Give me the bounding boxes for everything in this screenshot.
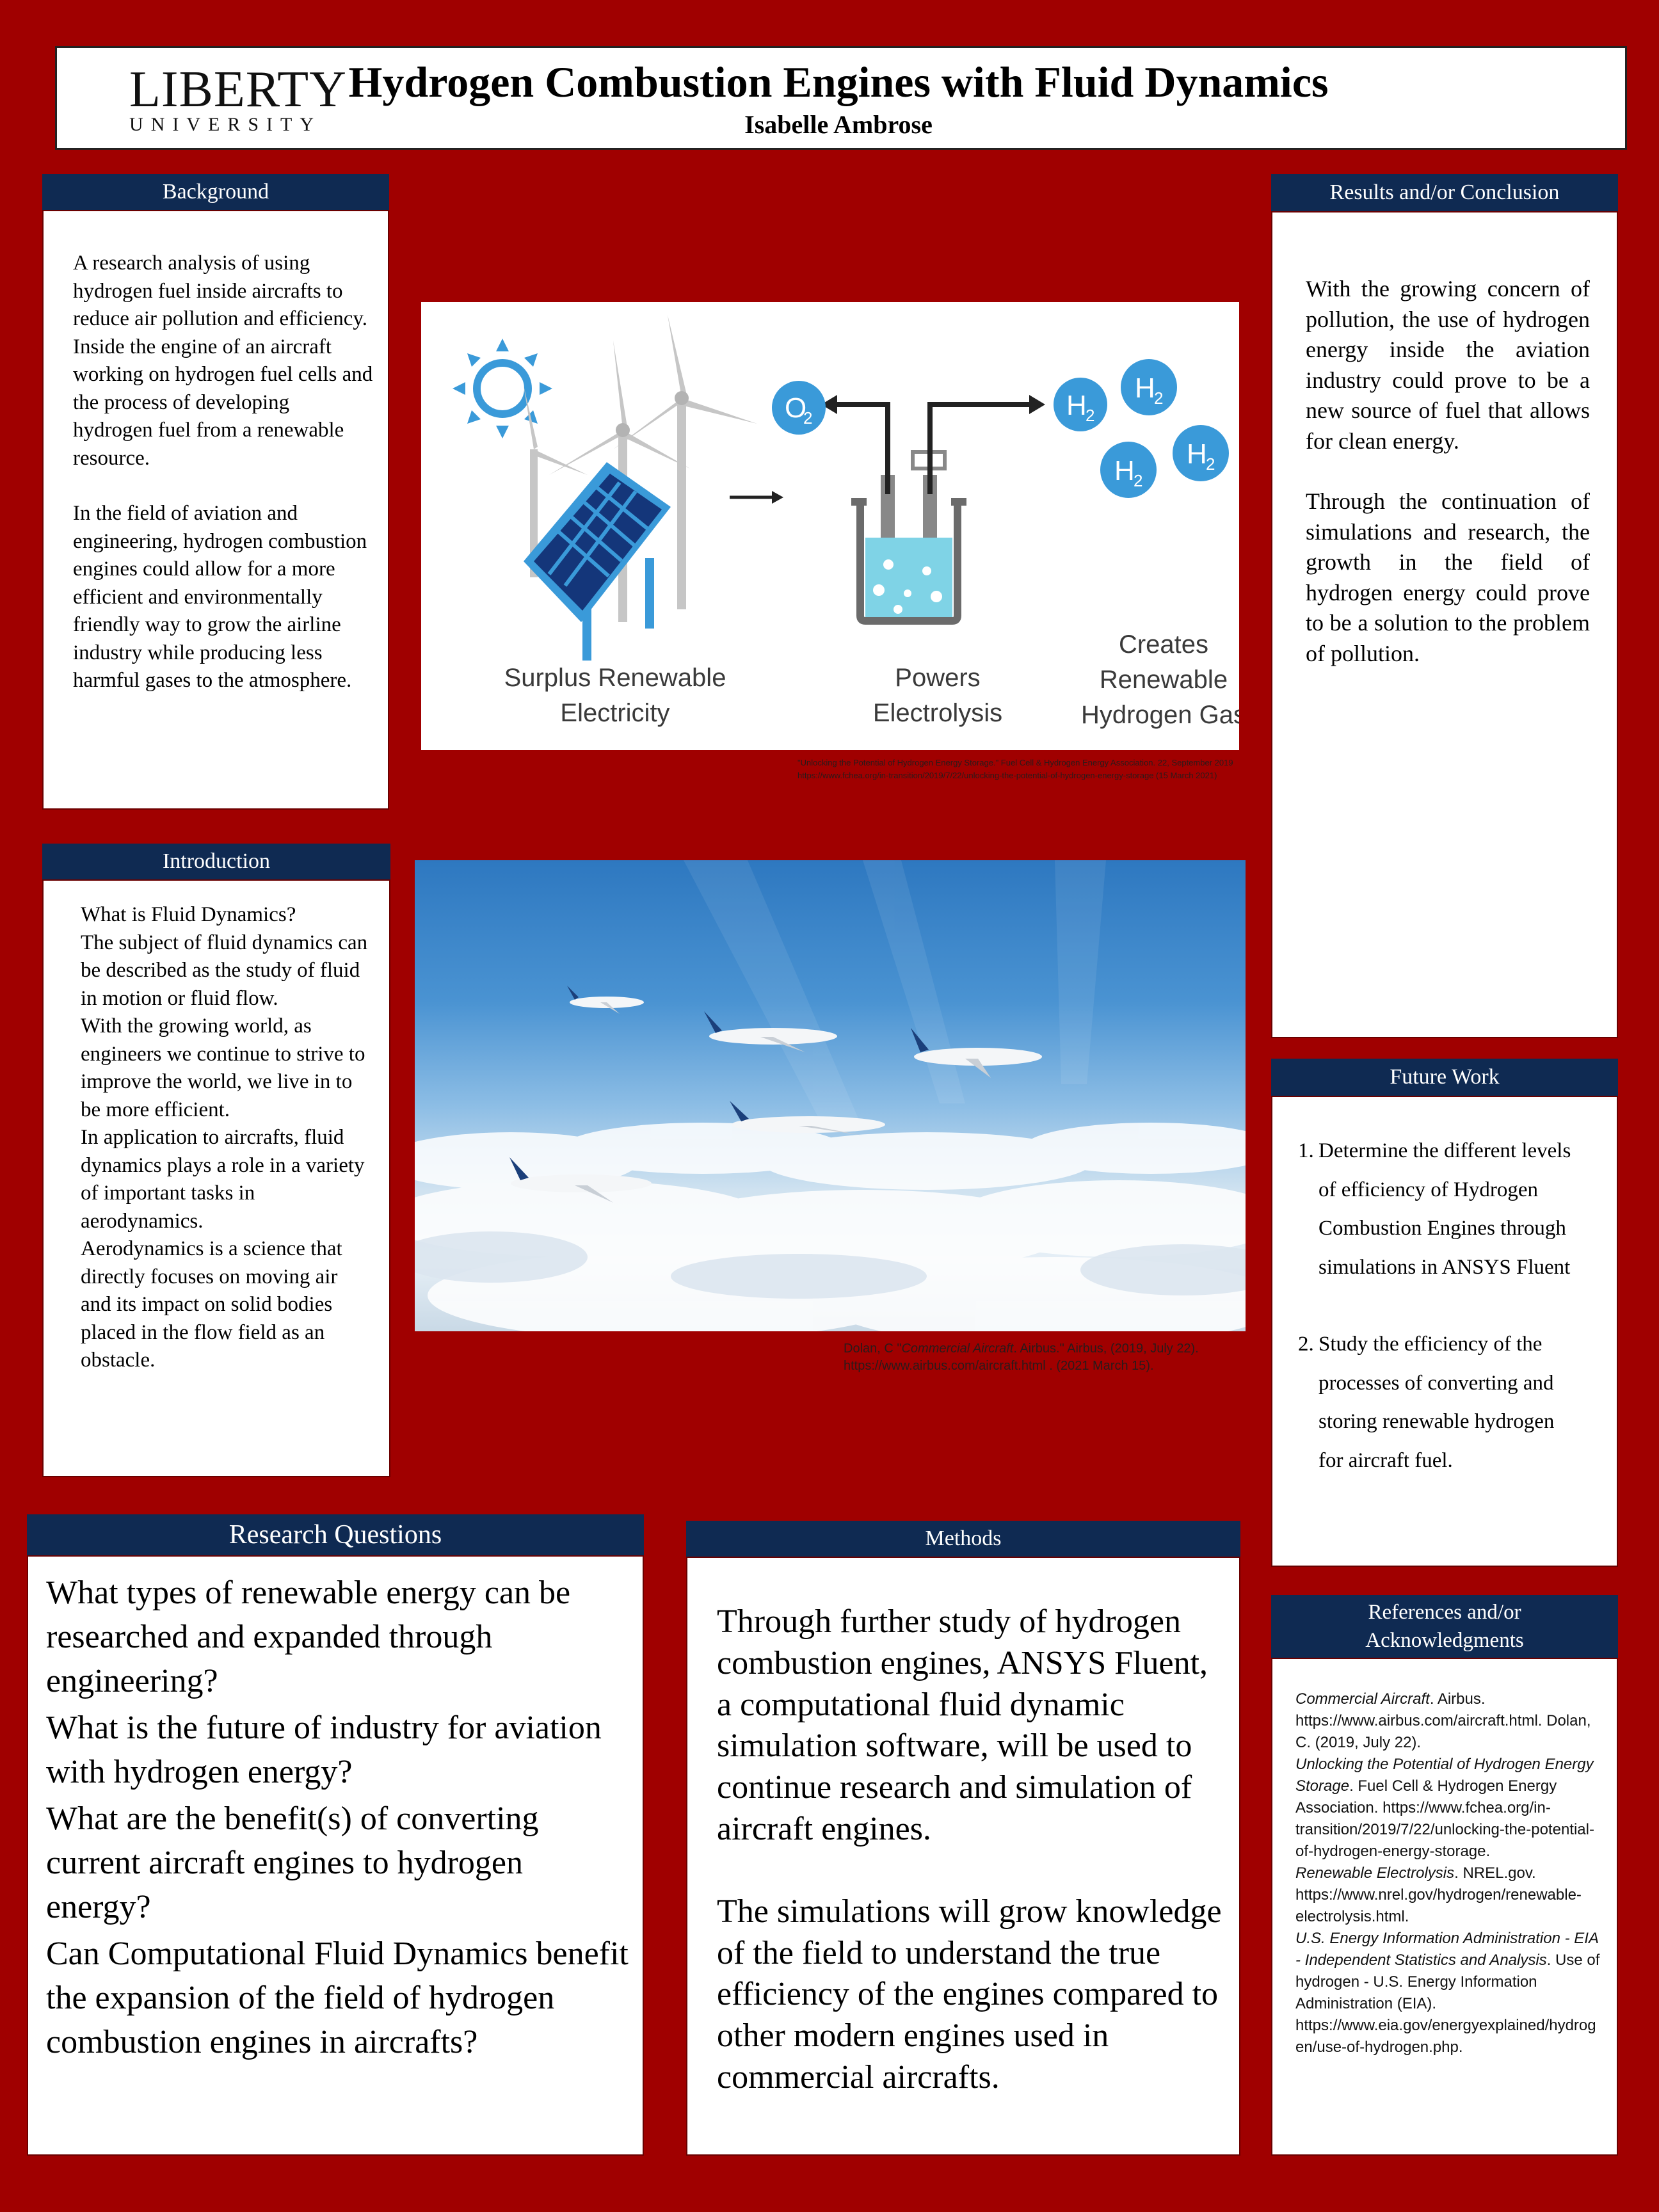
future-work-item	[1298, 1132, 1605, 1286]
photo-caption-line	[844, 1340, 1246, 1358]
background-panel	[42, 210, 389, 810]
oxygen-molecule-icon	[772, 381, 826, 435]
reference-entry	[1295, 1688, 1600, 1754]
sun-icon	[453, 339, 552, 438]
background-heading: Background	[42, 174, 389, 210]
hydrogen-molecule-icon	[1100, 442, 1157, 498]
photo-caption-url: https://www.airbus.com/aircraft.html . (2021 March 15).	[844, 1359, 1154, 1373]
results-heading: Results and/or Conclusion	[1271, 174, 1618, 211]
research-question: Can Computational Fluid Dynamics benefit the expansion of the field of hydrogen combustion engines in aircrafts?	[46, 1936, 629, 2060]
aircraft-icon	[730, 1101, 885, 1135]
diagram-caption: "Unlocking the Potential of Hydrogen Energy Storage." Fuel Cell & Hydrogen Energy Association. 22, September 2019 https://www.fchea.org/in-transition/2019/7/22/unlocking-the-potential-of-hydrogen-energy-storage (15 March 2021)	[797, 758, 1233, 780]
solar-panel-icon	[524, 462, 671, 661]
h2-subscript: 2	[1134, 471, 1143, 490]
research-questions-heading: Research Questions	[27, 1514, 644, 1555]
h2-label: H	[1066, 390, 1087, 421]
reference-entry	[1295, 1754, 1600, 1863]
results-text	[1306, 274, 1590, 669]
reference-title: Commercial Aircraft	[1295, 1690, 1430, 1708]
h2-subscript: 2	[1154, 389, 1164, 408]
introduction-line: In application to aircrafts, fluid dynamics plays a role in a variety of important tasks in aerodynamics.	[81, 1126, 365, 1233]
cloud-layer	[415, 1123, 1246, 1331]
reference-title: Renewable Electrolysis	[1295, 1864, 1455, 1882]
o2-label: O	[785, 392, 807, 424]
research-question: What are the benefit(s) of converting current aircraft engines to hydrogen energy?	[46, 1800, 539, 1925]
background-paragraph: In the field of aviation and engineering, hydrogen combustion engines could allow for a more efficient and environmentally friendly way to grow the airline industry while producing less harmful gases to the atmosphere.	[73, 502, 367, 692]
logo-sub-text: UNIVERSITY	[129, 114, 321, 135]
introduction-heading: Introduction	[42, 844, 390, 879]
research-question: What is the future of industry for aviation with hydrogen energy?	[46, 1710, 602, 1790]
introduction-panel	[42, 879, 390, 1477]
methods-heading: Methods	[686, 1521, 1240, 1557]
diagram-label: Powers	[895, 664, 981, 692]
diagram-label: Creates	[1118, 630, 1209, 659]
future-work-heading: Future Work	[1271, 1059, 1618, 1096]
results-panel	[1271, 211, 1618, 1038]
future-work-text: Determine the different levels of efficiency of Hydrogen Combustion Engines through simulations in ANSYS Fluent	[1318, 1139, 1571, 1279]
references-heading-line: Acknowledgments	[1365, 1629, 1524, 1652]
electrolysis-beaker-icon	[821, 395, 1045, 621]
background-text	[73, 250, 374, 695]
reference-details: . NREL.gov. https://www.nrel.gov/hydrogen/renewable-electrolysis.html.	[1295, 1864, 1582, 1925]
diagram-label: Electricity	[560, 699, 670, 727]
results-paragraph: Through the continuation of simulations and research, the growth in the field of hydrogen energy could prove to be a solution to the problem of pollution.	[1306, 488, 1590, 666]
electrolysis-diagram	[421, 302, 1239, 750]
reference-details: . Fuel Cell & Hydrogen Energy Association. https://www.fchea.org/in-transition/2019/7/22/unlocking-the-potential-of-hydrogen-energy-storage.	[1295, 1777, 1594, 1860]
reference-title: U.S. Energy Information Administration - EIA - Independent Statistics and Analysis	[1295, 1930, 1599, 1969]
o2-subscript: 2	[803, 408, 813, 428]
diagram-label: Renewable	[1099, 666, 1228, 694]
poster-author: Isabelle Ambrose	[744, 110, 933, 139]
introduction-line: Aerodynamics is a science that directly focuses on moving air and its impact on solid bodies placed in the flow field as an obstacle.	[81, 1237, 342, 1372]
research-question: What types of renewable energy can be researched and expanded through engineering?	[46, 1575, 571, 1699]
references-list	[1295, 1688, 1600, 2058]
methods-text	[717, 1601, 1229, 2099]
hydrogen-molecule-icon	[1054, 378, 1107, 431]
introduction-line: What is Fluid Dynamics?	[81, 903, 296, 926]
references-panel	[1271, 1658, 1618, 2156]
photo-caption-rest: . Airbus." Airbus, (2019, July 22).	[1013, 1342, 1199, 1356]
reference-entry	[1295, 1928, 1600, 2058]
diagram-label: Hydrogen Gas	[1081, 701, 1239, 729]
reference-title: Unlocking the Potential of Hydrogen Energy Storage	[1295, 1756, 1594, 1795]
methods-paragraph: The simulations will grow knowledge of the field to understand the true efficiency of the engines compared to other modern engines used in commercial aircrafts.	[717, 1893, 1222, 2096]
research-questions-panel	[27, 1555, 644, 2156]
h2-label: H	[1135, 373, 1155, 404]
logo-main-text: LIBERTY	[129, 61, 347, 118]
future-work-item	[1298, 1325, 1605, 1480]
h2-label: H	[1114, 455, 1135, 486]
diagram-label: Electrolysis	[872, 699, 1003, 727]
future-work-list	[1298, 1132, 1605, 1480]
liberty-university-logo	[129, 61, 347, 135]
aircraft-photo-art	[415, 860, 1246, 1331]
photo-caption-prefix: Dolan, C "	[844, 1342, 902, 1356]
hydrogen-molecule-icon	[1173, 425, 1229, 481]
diagram-label: Surplus Renewable	[504, 664, 726, 692]
h2-subscript: 2	[1206, 454, 1215, 474]
future-work-number: 2.	[1298, 1333, 1314, 1356]
hydrogen-molecule-icon	[1121, 359, 1177, 415]
background-paragraph: A research analysis of using hydrogen fuel inside aircrafts to reduce air pollution and efficiency. Inside the engine of an aircraft working on hydrogen fuel cells and the process of developing hydrogen fuel from a renewable resource.	[73, 252, 373, 470]
aircraft-photo	[415, 860, 1246, 1331]
references-heading	[1271, 1595, 1618, 1658]
research-questions-list	[46, 1571, 635, 2064]
photo-caption-title: Commercial Aircraft	[901, 1342, 1014, 1356]
photo-caption	[844, 1340, 1246, 1375]
introduction-line: The subject of fluid dynamics can be described as the study of fluid in motion or fluid flow.	[81, 931, 368, 1010]
arrow-right-icon	[730, 491, 783, 504]
h2-label: H	[1187, 438, 1207, 470]
results-paragraph: With the growing concern of pollution, the use of hydrogen energy inside the aviation industry could prove to be a new source of fuel that allows for clean energy.	[1306, 276, 1590, 454]
introduction-text	[81, 901, 369, 1375]
aircraft-icon	[567, 986, 644, 1014]
introduction-line: With the growing world, as engineers we continue to strive to improve the world, we live in to be more efficient.	[81, 1014, 365, 1121]
methods-panel	[686, 1557, 1240, 2156]
future-work-text: Study the efficiency of the processes of converting and storing renewable hydrogen for aircraft fuel.	[1318, 1333, 1555, 1472]
poster-title: Hydrogen Combustion Engines with Fluid Dynamics	[348, 58, 1329, 106]
reference-details: . Use of hydrogen - U.S. Energy Information Administration (EIA). https://www.eia.gov/energyexplained/hydrogen/use-of-hydrogen.php.	[1295, 1952, 1600, 2056]
electrolysis-diagram-art	[421, 302, 1239, 750]
future-work-panel	[1271, 1096, 1618, 1567]
future-work-number: 1.	[1298, 1139, 1314, 1162]
h2-subscript: 2	[1086, 406, 1095, 425]
methods-paragraph: Through further study of hydrogen combustion engines, ANSYS Fluent, a computational fluid dynamic simulation software, will be used to continue research and simulation of aircraft engines.	[717, 1603, 1208, 1847]
references-heading-line: References and/or	[1368, 1601, 1521, 1624]
reference-details: . Airbus. https://www.airbus.com/aircraft.html. Dolan, C. (2019, July 22).	[1295, 1690, 1591, 1751]
reference-entry	[1295, 1863, 1600, 1928]
